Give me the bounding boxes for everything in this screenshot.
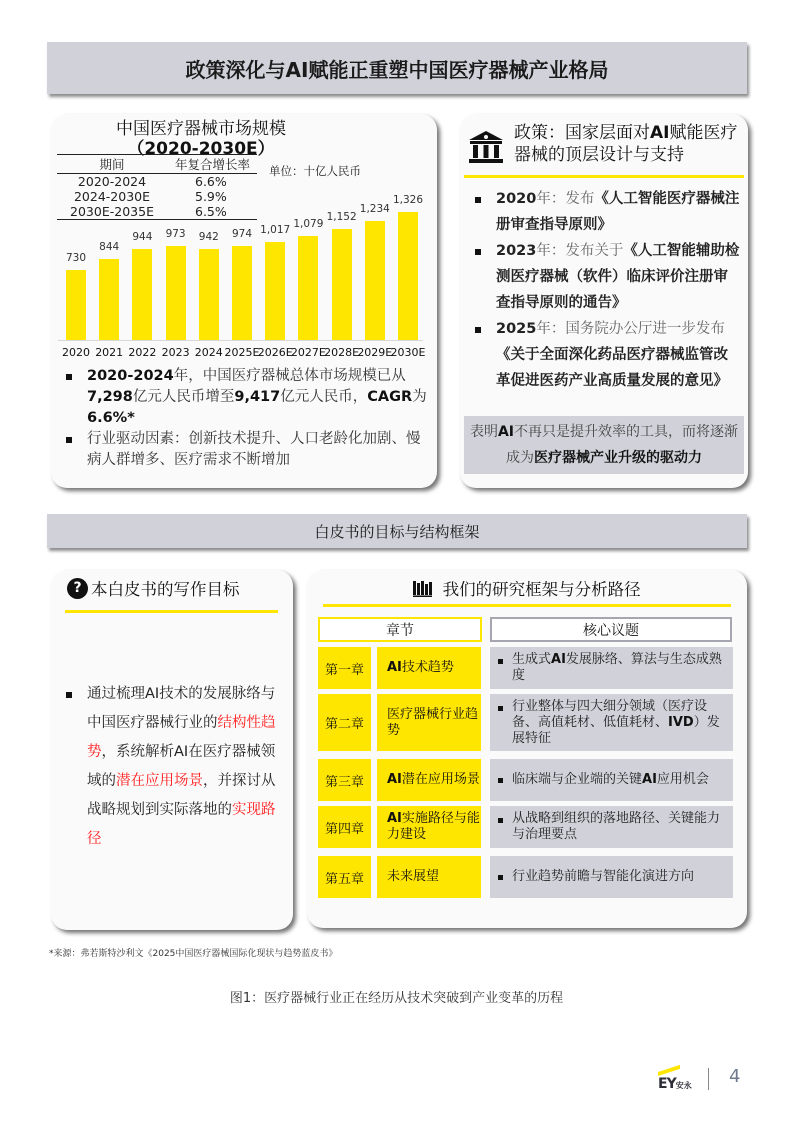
text-run: 年：发布关于 (536, 243, 624, 259)
source-footnote: *来源：弗若斯特沙利文《2025中国医疗器械国际化现状与趋势蓝皮书》 (49, 949, 338, 959)
bar-chart (58, 194, 423, 341)
bar (265, 242, 285, 340)
text-run: 2020-2024 (87, 368, 174, 384)
chapter-topic (490, 856, 733, 898)
bar (332, 229, 352, 340)
text-run: IVD (668, 714, 694, 730)
text-run: AI (650, 123, 670, 143)
bar (298, 236, 318, 340)
section-banner (47, 514, 747, 548)
bar-column (232, 194, 252, 340)
text-run: 行业驱动因素：创新技术提升、人口老龄化加剧、慢病人群增多、医疗需求不断增加 (87, 431, 421, 468)
text-run: 2025 (496, 321, 537, 337)
text-run: 7,298 (87, 389, 133, 405)
chart-subtitle: （2020-2030E） (127, 139, 275, 159)
bar-value-label: 974 (231, 228, 253, 241)
ey-logo-text: EY安永 (658, 1076, 692, 1092)
research-framework-card (307, 570, 747, 928)
chapter-number: 第四章 (318, 806, 371, 848)
policy-item (472, 316, 742, 394)
text-run: AI (387, 660, 402, 675)
cagr-rate: 6.6% (195, 174, 227, 189)
unit-label: 单位：十亿人民币 (269, 164, 361, 178)
chapter-number: 第一章 (318, 647, 371, 689)
text-run: 技术趋势 (401, 660, 454, 675)
cagr-period: 2030E-2035E (70, 204, 154, 219)
text-run: 不再只是提升效率的工具，而将逐渐成为 (506, 424, 739, 466)
text-run: ，系统解析AI在医疗器械领域的 (87, 744, 276, 789)
text-run: 行业整体与四大细分领域（医疗设备、高值耗材、低值耗材、 (512, 698, 708, 730)
policy-header (468, 122, 743, 168)
bar (66, 270, 86, 340)
cagr-rate: 6.5% (195, 204, 227, 219)
text-run: 表明 (469, 424, 498, 440)
text-run: 《人工智能医疗器械注册审查指导原则》 (496, 191, 740, 233)
question-circle-icon: ? (67, 578, 88, 599)
page-number: 4 (729, 1066, 741, 1087)
market-bullets (63, 366, 429, 471)
ey-logo (658, 1066, 698, 1096)
highlight-text: 实现路径 (87, 802, 276, 847)
chapter-number: 第三章 (318, 759, 371, 801)
section-title: 白皮书的目标与结构框架 (314, 522, 480, 541)
bar-column (166, 194, 186, 340)
government-building-icon (468, 130, 504, 164)
text-run: ）发展特征 (512, 714, 720, 746)
policy-item (472, 186, 742, 238)
market-bullet (63, 366, 429, 429)
text-run: 《关于全面深化药品医疗器械监管改革促进医药产业高质量发展的意见》 (496, 347, 728, 389)
chapter-name (377, 694, 481, 751)
highlight-text: 结构性趋势 (87, 715, 276, 760)
policy-list (472, 186, 742, 394)
goal-title: 本白皮书的写作目标 (91, 580, 240, 599)
framework-title: 我们的研究框架与分析路径 (442, 580, 641, 599)
divider (464, 175, 744, 178)
bar (99, 259, 119, 340)
framework-row (318, 647, 732, 689)
bar-column (293, 194, 324, 340)
chapter-name (377, 759, 481, 801)
page-title-banner (47, 42, 747, 94)
text-run: 临床端与企业端的关键 (512, 772, 643, 787)
text-run: 生成式 (512, 652, 552, 667)
market-bullet (63, 429, 429, 471)
bar (132, 249, 152, 340)
text-run: 赋能医疗器械的顶层设计与支持 (514, 123, 738, 165)
bar (166, 246, 186, 340)
chapter-number: 第五章 (318, 856, 371, 898)
cagr-period: 2020-2024 (77, 174, 147, 189)
chapter-name (377, 647, 481, 689)
column-header-topic: 核心议题 (490, 617, 732, 642)
ey-logo-beam (658, 1065, 680, 1076)
text-run: 亿元人民币增至 (132, 389, 235, 405)
text-run: AI (387, 811, 402, 826)
text-run: 年：发布 (536, 191, 595, 207)
text-run: 9,417 (234, 389, 281, 405)
chapter-topic (490, 694, 733, 751)
column-header-chapter: 章节 (318, 617, 482, 642)
bar-value-label: 730 (65, 251, 87, 264)
cagr-header-rate: 年复合增长率 (175, 157, 251, 172)
cagr-rate: 5.9% (195, 189, 227, 204)
text-run: 行业趋势前瞻与智能化演进方向 (512, 869, 695, 884)
bar-value-label: 942 (198, 231, 219, 244)
market-size-card (51, 114, 437, 488)
writing-goal-card (51, 570, 293, 930)
text-run: 发展脉络、算法与生态成熟度 (512, 652, 722, 683)
chapter-name (377, 806, 481, 848)
text-run: 年：国务院办公厅进一步发布 (536, 321, 725, 337)
goal-text (63, 680, 278, 854)
bar (232, 246, 252, 340)
bar-value-label: 1,017 (260, 223, 291, 236)
text-run: 应用机会 (656, 772, 709, 787)
bar-value-label: 1,152 (326, 210, 357, 223)
text-run: AI (642, 772, 657, 787)
framework-row (318, 806, 732, 848)
text-run: 2020 (496, 191, 537, 207)
bar-value-label: 1,326 (392, 194, 424, 207)
text-run: ，并探讨从战略规划到实际落地的 (87, 773, 276, 818)
policy-item (472, 238, 742, 316)
page-title: 政策深化与AI赋能正重塑中国医疗器械产业格局 (185, 57, 609, 82)
books-icon (413, 580, 433, 597)
policy-card (460, 114, 748, 488)
goal-bullet (63, 680, 278, 854)
policy-title (514, 122, 743, 166)
chapter-number: 第二章 (318, 694, 371, 751)
chapter-topic (490, 647, 733, 689)
text-run: 实施路径与能力建设 (387, 811, 480, 842)
cagr-row (57, 174, 257, 189)
chapter-topic (490, 806, 733, 848)
bar-column (392, 194, 424, 340)
text-run: 未来展望 (387, 869, 440, 884)
bar-value-label: 844 (99, 240, 120, 253)
divider (65, 610, 278, 613)
text-run: 亿元人民币， (280, 389, 368, 405)
x-tick-label: 2025E (224, 346, 260, 359)
goal-header (67, 576, 240, 600)
text-run: 通过梳理AI技术的发展脉络与中国医疗器械行业的 (87, 686, 276, 731)
bar-value-label: 1,079 (293, 217, 324, 230)
bar-column (66, 194, 86, 340)
text-run: AI (551, 652, 566, 667)
text-run: 为 (412, 389, 427, 405)
cagr-table-header (57, 155, 257, 174)
text-run: 潜在应用场景 (401, 772, 480, 787)
bar-value-label: 973 (165, 228, 186, 241)
text-run: 2023 (496, 243, 537, 259)
footer-divider (708, 1068, 709, 1090)
cagr-period: 2024-2030E (73, 189, 151, 204)
text-run: 从战略到组织的落地路径、关键能力与治理要点 (512, 811, 721, 842)
framework-header (307, 576, 747, 600)
bar-value-label: 1,234 (359, 202, 390, 215)
chart-title: 中国医疗器械市场规模 (116, 119, 286, 139)
x-tick-label: 2022 (128, 346, 157, 359)
x-tick-label: 2024 (194, 346, 223, 359)
text-run: AI (497, 424, 515, 440)
policy-summary (464, 416, 744, 474)
bar-column (260, 194, 291, 340)
framework-row (318, 694, 732, 751)
x-tick-label: 2021 (95, 346, 124, 359)
text-run: 6.6%* (87, 410, 135, 426)
bar (398, 212, 418, 340)
x-tick-label: 2020 (62, 346, 90, 359)
text-run: 政策：国家层面对 (514, 123, 650, 143)
cagr-header-period: 期间 (99, 157, 125, 172)
chapter-topic (490, 759, 733, 801)
framework-row (318, 759, 732, 801)
text-run: 年，中国医疗器械总体市场规模已从 (173, 368, 406, 384)
text-run: 《人工智能辅助检测医疗器械（软件）临床评价注册审查指导原则的通告》 (496, 243, 740, 311)
bar (365, 221, 385, 340)
bar-column (326, 194, 357, 340)
bar-value-label: 944 (132, 230, 153, 243)
x-tick-label: 2026E (257, 346, 293, 359)
chapter-name (377, 856, 481, 898)
text-run: AI (387, 772, 402, 787)
figure-caption: 图1：医疗器械行业正在经历从技术突破到产业变革的历程 (229, 991, 564, 1006)
x-tick-label: 2029E (357, 346, 393, 359)
x-tick-label: 2027E (290, 346, 326, 359)
highlight-text: 潜在应用场景 (116, 773, 203, 789)
bar-column (359, 194, 390, 340)
text-run: 医疗器械行业趋势 (387, 706, 479, 738)
bar-column (132, 194, 152, 340)
text-run: 医疗器械产业升级的驱动力 (534, 450, 702, 466)
x-axis-labels (51, 346, 431, 360)
x-tick-label: 2023 (161, 346, 190, 359)
x-tick-label: 2028E (324, 346, 360, 359)
framework-row (318, 856, 732, 898)
x-tick-label: 2030E (390, 346, 426, 359)
text-run: CAGR (367, 389, 413, 405)
bar-column (99, 194, 119, 340)
divider (323, 604, 731, 607)
bar-column (199, 194, 219, 340)
bar (199, 249, 219, 340)
